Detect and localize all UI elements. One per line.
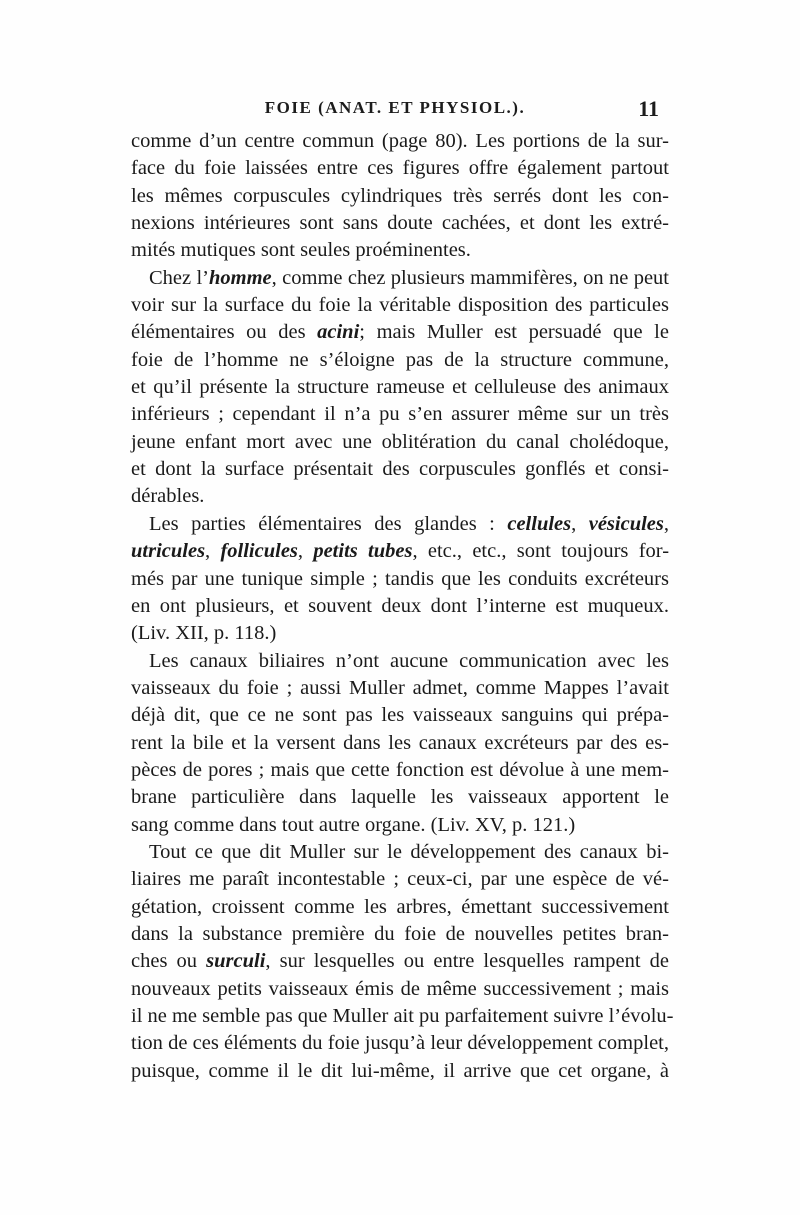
text-segment: face du foie laissées entre ces figures offre également partout (131, 157, 669, 180)
text-line (131, 757, 669, 784)
text-segment: jeune enfant mort avec une oblitération du canal cholédoque, (131, 430, 669, 453)
text-line (131, 210, 669, 237)
text-segment: nexions intérieures sont sans doute cachées, et dont les extré- (131, 212, 669, 235)
text-line (131, 648, 669, 675)
text-line (131, 566, 669, 593)
text-line (131, 839, 669, 866)
text-segment: liaires me paraît incontestable ; ceux-ci, par une espèce de vé- (131, 868, 669, 891)
text-line (131, 620, 669, 647)
text-segment: ; mais Muller est persuadé que le (359, 321, 669, 344)
text-line (131, 292, 669, 319)
text-line (131, 401, 669, 428)
italic-text: petits tubes (313, 540, 413, 563)
text-segment: , (663, 512, 670, 535)
text-segment: gétation, croissent comme les arbres, émettant successivement (131, 895, 669, 918)
text-line (131, 784, 669, 811)
text-line (131, 948, 669, 975)
text-segment: pèces de pores ; mais que cette fonction est dévolue à une mem- (131, 758, 669, 781)
text-segment: puisque, comme il le dit lui-même, il arrive que cet organe, à (131, 1059, 669, 1082)
text-line (131, 1030, 669, 1057)
text-segment: ches ou (131, 950, 207, 973)
body-text (131, 128, 674, 1085)
text-line (131, 538, 669, 565)
italic-text: surculi (206, 950, 266, 973)
text-line (131, 866, 669, 893)
text-segment: tion de ces éléments du foie jusqu’à leur développement complet, (131, 1032, 669, 1055)
text-line (131, 730, 669, 757)
text-segment: dans la substance première du foie de nouvelles petites bran- (131, 922, 669, 945)
running-head: FOIE (ANAT. ET PHYSIOL.). (264, 98, 526, 117)
text-segment: Chez l’ (149, 266, 210, 289)
text-line (131, 155, 669, 182)
text-line (131, 265, 669, 292)
text-segment: déjà dit, que ce ne sont pas les vaisseaux sanguins qui prépa- (131, 704, 669, 727)
text-segment: Les canaux biliaires n’ont aucune communication avec les (149, 649, 669, 672)
text-segment: més par une tunique simple ; tandis que les conduits excréteurs (131, 567, 669, 590)
text-line (131, 429, 669, 456)
text-line (131, 675, 669, 702)
text-line (131, 511, 669, 538)
text-line (131, 374, 669, 401)
text-segment: (Liv. XII, p. 118.) (131, 622, 277, 645)
text-line (131, 456, 669, 483)
text-segment: il ne me semble pas que Muller ait pu parfaitement suivre l’évolu- (131, 1005, 674, 1027)
text-line (131, 812, 669, 839)
text-line (131, 1058, 669, 1085)
text-line (131, 976, 669, 1003)
text-line (131, 483, 669, 510)
text-line (131, 1003, 674, 1030)
text-segment: , sur lesquelles ou entre lesquelles rampent de (265, 950, 670, 973)
italic-text: vésicules (588, 512, 664, 535)
text-segment: , (571, 512, 589, 535)
text-segment: dérables. (131, 485, 205, 508)
text-segment: , (205, 540, 221, 563)
text-segment: mités mutiques sont seules proéminentes. (131, 239, 471, 262)
text-line (131, 128, 669, 155)
text-segment: , etc., etc., sont toujours for- (412, 540, 670, 563)
text-line (131, 319, 669, 346)
text-segment: et qu’il présente la structure rameuse et celluleuse des animaux (131, 376, 669, 399)
text-line (131, 347, 669, 374)
text-segment: inférieurs ; cependant il n’a pu s’en assurer même sur un très (131, 403, 669, 426)
text-segment: rent la bile et la versent dans les canaux excréteurs par des es- (131, 731, 669, 754)
text-segment: Tout ce que dit Muller sur le développement des canaux bi- (149, 840, 669, 863)
text-segment: , comme chez plusieurs mammifères, on ne peut (271, 266, 669, 289)
italic-text: cellules (507, 512, 572, 535)
text-segment: sang comme dans tout autre organe. (Liv. XV, p. 121.) (131, 813, 576, 836)
text-segment: , (297, 540, 314, 563)
text-line (131, 894, 669, 921)
italic-text: follicules (220, 540, 298, 563)
text-segment: foie de l’homme ne s’éloigne pas de la structure commune, (131, 348, 669, 371)
text-line (131, 237, 669, 264)
text-line (131, 593, 669, 620)
page-header (131, 98, 659, 126)
text-segment: brane particulière dans laquelle les vaisseaux apportent le (131, 786, 669, 809)
italic-text: homme (209, 266, 272, 289)
text-segment: vaisseaux du foie ; aussi Muller admet, comme Mappes l’avait (131, 676, 669, 699)
text-segment: les mêmes corpuscules cylindriques très serrés dont les con- (131, 184, 669, 207)
page-number: 11 (638, 96, 659, 121)
text-segment: comme d’un centre commun (page 80). Les portions de la sur- (131, 130, 669, 152)
text-segment: et dont la surface présentait des corpuscules gonflés et consi- (131, 458, 669, 481)
text-line (131, 183, 669, 210)
text-segment: nouveaux petits vaisseaux émis de même successivement ; mais (131, 977, 669, 1000)
text-line (131, 921, 669, 948)
text-line (131, 702, 669, 729)
text-segment: Les parties élémentaires des glandes : (149, 512, 508, 535)
italic-text: acini (317, 321, 360, 344)
text-segment: en ont plusieurs, et souvent deux dont l’interne est muqueux. (131, 594, 669, 617)
text-segment: voir sur la surface du foie la véritable disposition des particules (131, 294, 669, 317)
text-segment: élémentaires ou des (131, 321, 318, 344)
italic-text: utricules (131, 540, 206, 563)
